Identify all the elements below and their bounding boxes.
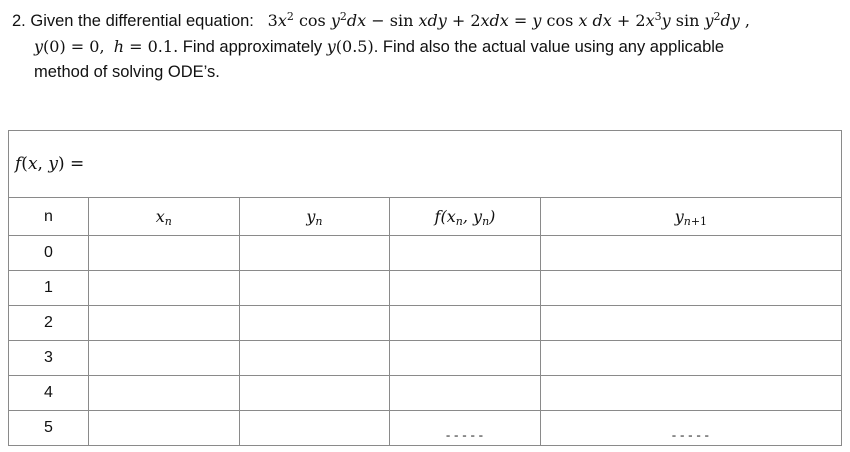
table-row: [9, 271, 842, 306]
not-applicable-dashes: -----: [670, 429, 712, 443]
cell-yn1[interactable]: [540, 271, 841, 306]
cell-f[interactable]: [390, 376, 541, 411]
table-row: [9, 376, 842, 411]
problem-number: 2.: [12, 12, 26, 30]
problem-statement: [12, 8, 842, 85]
initial-condition: y(0) = 0,: [34, 37, 105, 56]
problem-intro: Given the differential equation:: [30, 12, 254, 30]
header-f-xn-yn: $f(x_n$, $y_n$): [390, 198, 541, 236]
cell-f[interactable]: [390, 271, 541, 306]
cell-yn[interactable]: [239, 306, 390, 341]
ode-table: [8, 130, 842, 446]
cell-n: 5: [9, 411, 89, 446]
cell-n: 1: [9, 271, 89, 306]
header-yn: $y_n$: [239, 198, 390, 236]
cell-xn[interactable]: [89, 306, 240, 341]
problem-line-2: [12, 34, 842, 60]
not-applicable-dashes: -----: [444, 429, 486, 443]
cell-yn1: [540, 411, 841, 446]
cell-yn1[interactable]: [540, 376, 841, 411]
cell-f[interactable]: [390, 306, 541, 341]
cell-n: 2: [9, 306, 89, 341]
table-row: [9, 236, 842, 271]
header-yn1: $y_{n+1}$: [540, 198, 841, 236]
step-size: h = 0.1.: [113, 37, 179, 56]
header-xn: $x_n$: [89, 198, 240, 236]
cell-xn[interactable]: [89, 376, 240, 411]
problem-line-1: [12, 8, 842, 34]
cell-xn[interactable]: [89, 341, 240, 376]
cell-yn1[interactable]: [540, 341, 841, 376]
cell-yn1[interactable]: [540, 306, 841, 341]
cell-yn[interactable]: [239, 236, 390, 271]
cell-xn[interactable]: [89, 236, 240, 271]
fxy-label: f(x, y) =: [15, 154, 85, 174]
fxy-cell[interactable]: [9, 131, 842, 198]
cell-yn[interactable]: [239, 411, 390, 446]
cell-xn[interactable]: [89, 271, 240, 306]
cell-yn[interactable]: [239, 376, 390, 411]
cell-n: 0: [9, 236, 89, 271]
cell-n: 3: [9, 341, 89, 376]
cell-n: 4: [9, 376, 89, 411]
cell-yn[interactable]: [239, 271, 390, 306]
header-n: n: [9, 198, 89, 236]
cell-f: [390, 411, 541, 446]
table-header-row: [9, 198, 842, 236]
cell-yn[interactable]: [239, 341, 390, 376]
cell-f[interactable]: [390, 341, 541, 376]
table-row: [9, 411, 842, 446]
cell-xn[interactable]: [89, 411, 240, 446]
table-row: [9, 341, 842, 376]
table-row: [9, 306, 842, 341]
cell-yn1[interactable]: [540, 236, 841, 271]
problem-question: Find approximately y(0.5). Find also the actual value using any applicable: [182, 37, 725, 56]
problem-line-3: method of solving ODE’s.: [34, 63, 220, 81]
differential-equation: $3x^2$ $\cos y^2dx - \sin$ xdy + 2xdx = y cos x dx + $2x^3y$ $\sin y^2dy$ ,: [267, 10, 750, 30]
fxy-row: [9, 131, 842, 198]
cell-f[interactable]: [390, 236, 541, 271]
